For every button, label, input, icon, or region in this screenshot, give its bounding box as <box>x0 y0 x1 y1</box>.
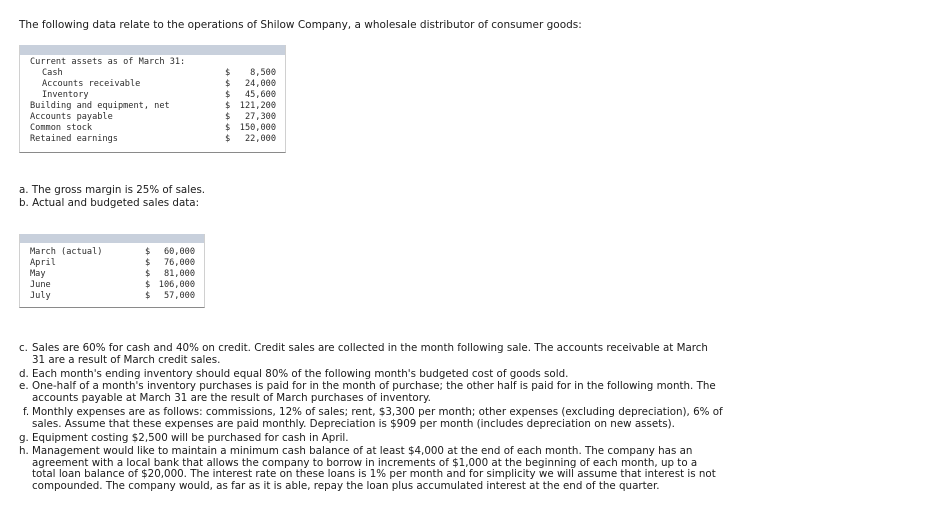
row-currency: $ <box>225 112 231 122</box>
row-amount: 27,300 <box>244 112 276 122</box>
row-label: June <box>30 280 51 290</box>
table-row <box>20 79 285 90</box>
table-row <box>20 291 204 302</box>
list-item-f <box>19 407 724 430</box>
row-currency: $ <box>225 68 231 78</box>
note-a: a. The gross margin is 25% of sales. <box>19 184 206 196</box>
row-label: July <box>30 291 51 301</box>
sales-data-table <box>19 234 205 308</box>
item-text: Monthly expenses are as follows: commissions, 12% of sales; rent, $3,300 per month; other expenses (excluding depreciation), 6% of sales. Assume that these expenses are paid monthly. Depreciation is $909 per month (includes depreciation on new assets). <box>32 406 723 430</box>
table-row <box>20 123 285 134</box>
table-header-bar <box>20 234 204 243</box>
item-text: One-half of a month's inventory purchases is paid for in the month of purchase; the other half is paid for in the following month. The accounts payable at March 31 are the result of March purchases of inventory. <box>32 380 716 404</box>
item-marker: c. <box>19 342 28 354</box>
item-marker: h. <box>19 445 29 457</box>
row-label: Common stock <box>30 123 93 133</box>
item-text: Sales are 60% for cash and 40% on credit. Credit sales are collected in the month following sale. The accounts receivable at March 31 are a result of March credit sales. <box>32 342 708 366</box>
table-row <box>20 68 285 79</box>
item-marker: f. <box>23 406 30 418</box>
item-text: Management would like to maintain a minimum cash balance of at least $4,000 at the end of each month. The company has an agreement with a local bank that allows the company to borrow in increments of $1,000 at the beginning of each month, up to a total loan balance of $20,000. The interest rate on these loans is 1% per month and for simplicity we will assume that interest is not compounded. The company would, as far as it is able, repay the loan plus accumulated interest at the end of the quarter. <box>32 445 716 493</box>
list-item-g <box>19 433 724 445</box>
table-row <box>20 247 204 258</box>
current-assets-heading: Current assets as of March 31: <box>30 57 186 67</box>
row-currency: $ <box>225 101 231 111</box>
row-amount: 8,500 <box>250 68 276 78</box>
list-item-c <box>19 343 724 366</box>
row-currency: $ <box>225 134 231 144</box>
row-label: Building and equipment, net <box>30 101 170 111</box>
table-row <box>20 90 285 101</box>
list-item-h <box>19 446 724 493</box>
current-assets-table <box>19 45 286 153</box>
row-label: Accounts payable <box>30 112 113 122</box>
item-marker: d. <box>19 368 29 380</box>
row-amount: 22,000 <box>244 134 276 144</box>
row-amount: 45,600 <box>244 90 276 100</box>
row-amount: 121,200 <box>239 101 276 111</box>
row-label: Inventory <box>42 90 89 100</box>
intro-text: The following data relate to the operations of Shilow Company, a wholesale distributor of consumer goods: <box>19 19 582 31</box>
row-currency: $ <box>225 79 231 89</box>
row-label: April <box>30 258 56 268</box>
row-currency: $ <box>145 258 151 268</box>
row-currency: $ <box>225 123 231 133</box>
row-currency: $ <box>145 280 151 290</box>
row-currency: $ <box>145 247 151 257</box>
row-label: Retained earnings <box>30 134 118 144</box>
row-currency: $ <box>225 90 231 100</box>
list-item-d <box>19 369 724 381</box>
row-amount: 24,000 <box>244 79 276 89</box>
note-b: b. Actual and budgeted sales data: <box>19 197 200 209</box>
row-amount: 76,000 <box>163 258 195 268</box>
table-row <box>20 101 285 112</box>
table-header-row <box>20 57 285 68</box>
list-item-e <box>19 381 724 404</box>
table-row <box>20 269 204 280</box>
item-marker: e. <box>19 380 29 392</box>
row-label: Cash <box>42 68 63 78</box>
row-amount: 81,000 <box>163 269 195 279</box>
item-text: Each month's ending inventory should equal 80% of the following month's budgeted cost of goods sold. <box>32 368 569 380</box>
row-currency: $ <box>145 291 151 301</box>
table-header-bar <box>20 45 285 55</box>
row-amount: 150,000 <box>239 123 276 133</box>
row-label: May <box>30 269 46 279</box>
row-currency: $ <box>145 269 151 279</box>
table-row <box>20 280 204 291</box>
table-row <box>20 258 204 269</box>
table-row <box>20 112 285 123</box>
row-amount: 106,000 <box>158 280 195 290</box>
row-amount: 57,000 <box>163 291 195 301</box>
row-label: Accounts receivable <box>42 79 141 89</box>
row-amount: 60,000 <box>163 247 195 257</box>
item-marker: g. <box>19 432 29 444</box>
row-label: March (actual) <box>30 247 103 257</box>
item-text: Equipment costing $2,500 will be purchased for cash in April. <box>32 432 349 444</box>
table-row <box>20 134 285 145</box>
